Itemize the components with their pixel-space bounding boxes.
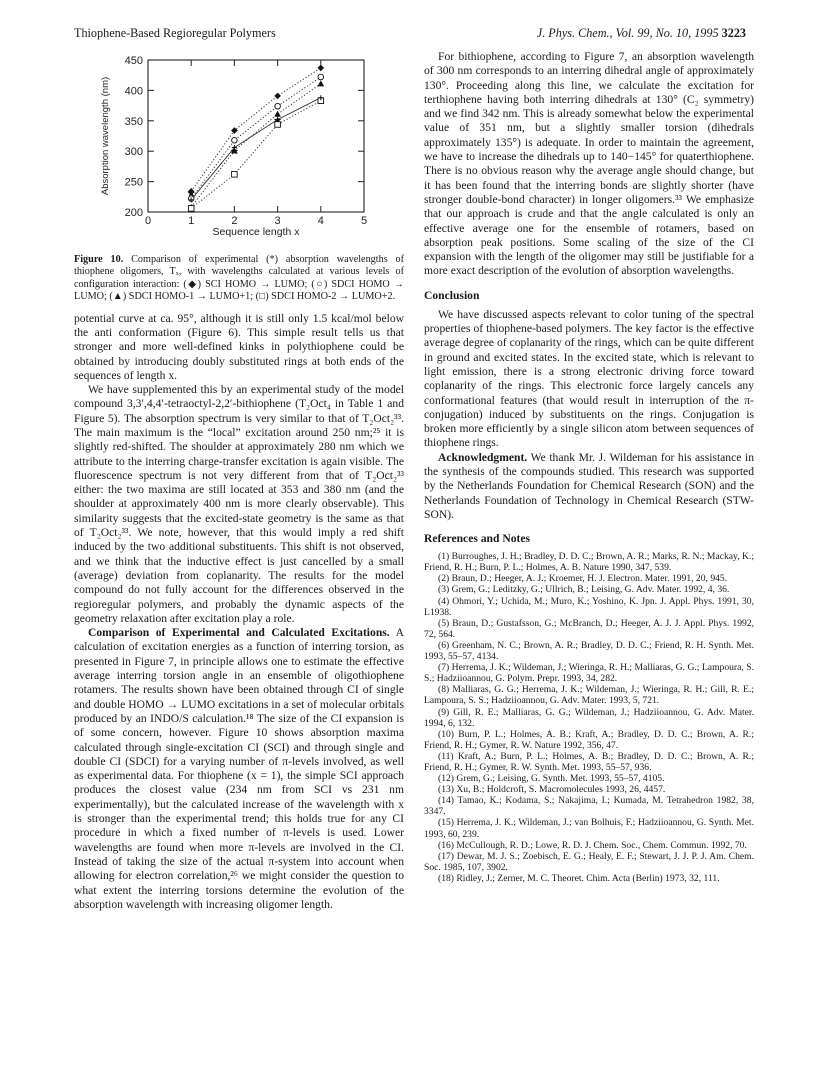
reference-item: (4) Ohmori, Y.; Uchida, M.; Muro, K.; Yoshino, K. Jpn. J. Appl. Phys. 1991, 30, L1938. bbox=[424, 595, 754, 618]
diamond-marker bbox=[274, 93, 281, 100]
paragraph-text: A calculation of excitation energies as a function of interring torsion, as presented in Figure 7, in principle allows one to estimate the effective average interring torsion angle in an ensemble of oligothiophene rotamers. The results shown have been obtained through CI of single and double HOMO → LUMO excitations in a set of molecular orbitals produced by an INDO/S calculation.¹⁸ The size of the CI expansion is of some concern, however. Figure 10 shows absorption maxima calculated through single-excitation CI (SCI) and through single and double CI (SDCI) for a varying number of π-levels involved, as well as experimental data. For thiophene (x = 1), the simple SCI approach produces the closest value (234 nm from SCI vs 231 nm experimentally), but the calculated increase of the wavelength with x is stronger than the experimental trend; this holds true for any CI procedure in which a fixed number of π-levels is used. Lower wavelengths are found when more π-levels are involved in the CI. Instead of taking the size of the actual π-system into account when allowing for electron correlation,²⁶ we might consider the question to what extent the interring torsions determine the evolution of the absorption wavelength with increasing oligomer length. bbox=[74, 626, 404, 911]
circle-marker bbox=[232, 137, 238, 143]
x-axis-label: Sequence length x bbox=[212, 226, 300, 238]
reference-item: (17) Dewar, M. J. S.; Zoebisch, E. G.; Healy, E. F.; Stewart, J. J. P. J. Am. Chem. Soc. 1985, 107, 3902. bbox=[424, 850, 754, 873]
page-number: 3223 bbox=[721, 26, 746, 40]
journal-name: J. Phys. Chem., bbox=[536, 26, 613, 40]
diamond-marker bbox=[188, 188, 195, 195]
reference-item: (14) Tamao, K.; Kodama, S.; Nakajima, I.; Kumada, M. Tetrahedron 1982, 38, 3347. bbox=[424, 795, 754, 818]
diamond-marker bbox=[318, 65, 325, 72]
reference-item: (3) Grem, G.; Leditzky, G.; Ullrich, B.; Leising, G. Adv. Mater. 1992, 4, 36. bbox=[438, 584, 730, 596]
x-tick-label: 0 bbox=[144, 215, 152, 227]
x-tick-label: 1 bbox=[188, 215, 195, 227]
section-heading: References and Notes bbox=[424, 532, 531, 546]
series-line bbox=[191, 84, 321, 207]
reference-item: (1) Burroughes, J. H.; Bradley, D. D. C.; Brown, A. R.; Marks, R. N.; Mackay, K.; Friend, R. H.; Burn, P. L.; Holmes, A. B. Nature 1990, 347, 539. bbox=[424, 551, 754, 574]
paragraph bbox=[74, 626, 404, 912]
left-column bbox=[74, 50, 404, 912]
square-marker bbox=[232, 172, 238, 178]
circle-marker bbox=[275, 103, 281, 109]
journal-citation bbox=[537, 26, 746, 41]
y-axis-label: Absorption wavelength (nm) bbox=[100, 76, 111, 196]
series-line bbox=[191, 101, 321, 209]
running-header bbox=[74, 26, 746, 44]
x-tick-label: 2 bbox=[231, 215, 238, 227]
paragraph: We have discussed aspects relevant to color tuning of the spectral properties of thiophene-based polymers. The key factor is the effective average degree of coplanarity of the rings, which can be quite different in ground and excited states. In the excited state, which is relevant to light emission, there is a strong electronic driving force toward coplanarity of the rings. This electronic force largely cancels any conformational features (that would result in interruption of the π-conjugation) induced by substituents on the rings. Conjugation is broken more efficiently by a single silicon atom between sequences of thiophene rings. bbox=[424, 307, 754, 450]
square-marker bbox=[275, 122, 281, 128]
reference-item: (16) McCullough, R. D.; Lowe, R. D. J. Chem. Soc., Chem. Commun. 1992, 70. bbox=[438, 839, 747, 851]
wavelength-chart bbox=[74, 50, 404, 250]
acknowledgment-heading: Acknowledgment. bbox=[438, 450, 528, 464]
figure-10-caption bbox=[74, 254, 404, 304]
series-line bbox=[191, 98, 321, 200]
acknowledgment-text: We thank Mr. J. Wildeman for his assistance in the synthesis of the compounds studied. This research was supported by the Netherlands Foundation for Chemical Research (SON) and the Netherlands Foundation of Technology in Chemical Research (STW-SON). bbox=[424, 450, 754, 521]
reference-item: (11) Kraft, A.; Burn, P. L.; Holmes, A. B.; Bradley, D. D. C.; Brown, A. R.; Friend, R. H.; Gymer, R. W. Synth. Met. 1993, 55–57, 936. bbox=[424, 750, 754, 773]
x-tick-label: 5 bbox=[360, 215, 368, 227]
y-tick-label: 300 bbox=[124, 146, 143, 159]
reference-item: (5) Braun, D.; Gustafsson, G.; McBranch, D.; Heeger, A. J. J. Appl. Phys. 1992, 72, 564. bbox=[424, 617, 754, 640]
series-line bbox=[191, 77, 321, 199]
right-column bbox=[424, 50, 754, 884]
running-title: Thiophene-Based Regioregular Polymers bbox=[74, 26, 276, 40]
paragraph: For bithiophene, according to Figure 7, an absorption wavelength of 300 nm corresponds to an interring dihedral angle of approximately 130°. Proceeding along this line, we calculate the excitation for terthiophene having both interring dihedrals at 130° (C₂ symmetry) and we find 342 nm. This is already somewhat below the experimental value of 351 nm, but a slightly smaller torsion (dihedrals approximately 135°) is adequate. In order to maintain the agreement, we have to increase the dihedrals up to 140−145° for quaterthiophene. There is no obvious reason why the average angle should change, but it has been found that the interring bonds are slightly shorter (have stronger double-bond character) in longer oligomers.³³ We emphasize that our approach is crude and that the angle calculated is only an effective average one for the ensemble of rotamers, based on absorption peak positions. Some scaling of the size of the CI expansion with the length of the oligomer may still be justifiable for a more exact description of the evolution of absorption wavelengths. bbox=[424, 50, 754, 278]
reference-item: (6) Greenham, N. C.; Brown, A. R.; Bradley, D. D. C.; Friend, R. H. Synth. Met. 1993, 55–57, 4134. bbox=[424, 639, 754, 663]
reference-list bbox=[424, 551, 754, 884]
figure-caption-text: Comparison of experimental (*) absorption wavelengths of thiophene oligomers, Tₓ, with wavelengths calculated at various levels of configuration interaction: (◆) SCI HOMO → LUMO; (○) SDCI HOMO → LUMO; (▲) SDCI HOMO-1 → LUMO+1; (□) SDCI HOMO-2 → LUMO+2. bbox=[74, 254, 404, 303]
figure-10 bbox=[74, 50, 404, 250]
triangle-marker bbox=[274, 111, 281, 117]
reference-item: (10) Burn, P. L.; Holmes, A. B.; Kraft, A.; Bradley, D. D. C.; Brown, A. R.; Friend, R. H.; Gymer, R. W. Nature 1992, 356, 47. bbox=[424, 728, 754, 751]
paragraph: potential curve at ca. 95°, although it is still only 1.5 kcal/mol below the anti conformation (Figure 6). This simple result tells us that stronger and more well-defined kinks in polythiophene could be obtained by introducing doubly substituted rings at both ends of the sequences of length x. bbox=[74, 311, 404, 382]
reference-item: (9) Gill, R. E.; Malliaras, G. G.; Wildeman, J.; Hadziioannou, G. Adv. Mater. 1994, 6, 132. bbox=[424, 706, 754, 729]
triangle-marker bbox=[318, 80, 325, 86]
y-tick-label: 450 bbox=[124, 55, 143, 67]
acknowledgment bbox=[424, 451, 754, 522]
reference-item: (2) Braun, D.; Heeger, A. J.; Kroemer, H. J. Electron. Mater. 1991, 20, 945. bbox=[438, 573, 728, 585]
reference-item: (13) Xu, B.; Holdcroft, S. Macromolecules 1993, 26, 4457. bbox=[438, 784, 666, 796]
y-tick-label: 350 bbox=[124, 115, 143, 128]
y-tick-label: 250 bbox=[124, 176, 143, 189]
plot-frame bbox=[148, 60, 364, 212]
section-heading: Conclusion bbox=[424, 288, 480, 302]
x-tick-label: 3 bbox=[274, 215, 281, 227]
square-marker bbox=[188, 206, 194, 212]
reference-item: (15) Herrema, J. K.; Wildeman, J.; van Bolhuis, F.; Hadziioannou, G. Synth. Met. 1993, 60, 239. bbox=[424, 817, 754, 840]
reference-item: (8) Malliaras, G. G.; Herrema, J. K.; Wildeman, J.; Wieringa, R. H.; Gill, R. E.; Lampoura, S. S.; Hadziioannou, G. Adv. Mater. 1993, 5, 721. bbox=[424, 684, 754, 707]
journal-volume: Vol. 99, No. 10, 1995 bbox=[615, 26, 719, 40]
section-runin-heading: Comparison of Experimental and Calculated Excitations. bbox=[88, 626, 390, 640]
y-tick-label: 200 bbox=[124, 207, 143, 219]
reference-item: (7) Herrema, J. K.; Wildeman, J.; Wieringa, R. H.; Malliaras, G. G.; Lampoura, S. S.; Hadziioannou, G. Polym. Prepr. 1993, 34, 282. bbox=[424, 662, 754, 685]
reference-item: (18) Ridley, J.; Zerner, M. C. Theoret. Chim. Acta (Berlin) 1973, 32, 111. bbox=[438, 872, 720, 884]
y-tick-label: 400 bbox=[124, 85, 143, 98]
paragraph: We have supplemented this by an experimental study of the model compound 3,3′,4,4′-tetraoctyl-2,2′-bithiophene (T₂Oct₄ in Table 1 and Figure 5). The absorption spectrum is very similar to that of T₂Oct₂³³. The main maximum is the “local” excitation around 250 nm;²⁵ it is slightly red-shifted. The shoulder at approximately 280 nm which we attribute to the interring charge-transfer excitation is again visible. The fluorescence spectrum is not very different from that of T₂Oct₂³³ either: the two maxima are still located at 353 and 380 nm (and the shoulder at approximately 400 nm is more clearly observable). This similarity suggests that the excited-state geometry is the same as that of T₂Oct₂³³. We note, however, that this would imply a red shift induced by the two additional substituents. This shift is not observed, and we think that the inductive effect is just cancelled by a small (average) deviation from coplanarity. The results for the model compound do not fully account for the differences observed in the regioregular polymers, and probably the dynamic aspects of the geometry relaxation after excitation play a role. bbox=[74, 383, 404, 625]
x-tick-label: 4 bbox=[317, 215, 324, 227]
figure-label: Figure 10. bbox=[74, 254, 124, 265]
reference-item: (12) Grem, G.; Leising, G. Synth. Met. 1993, 55–57, 4105. bbox=[438, 773, 665, 785]
circle-marker bbox=[318, 74, 324, 80]
